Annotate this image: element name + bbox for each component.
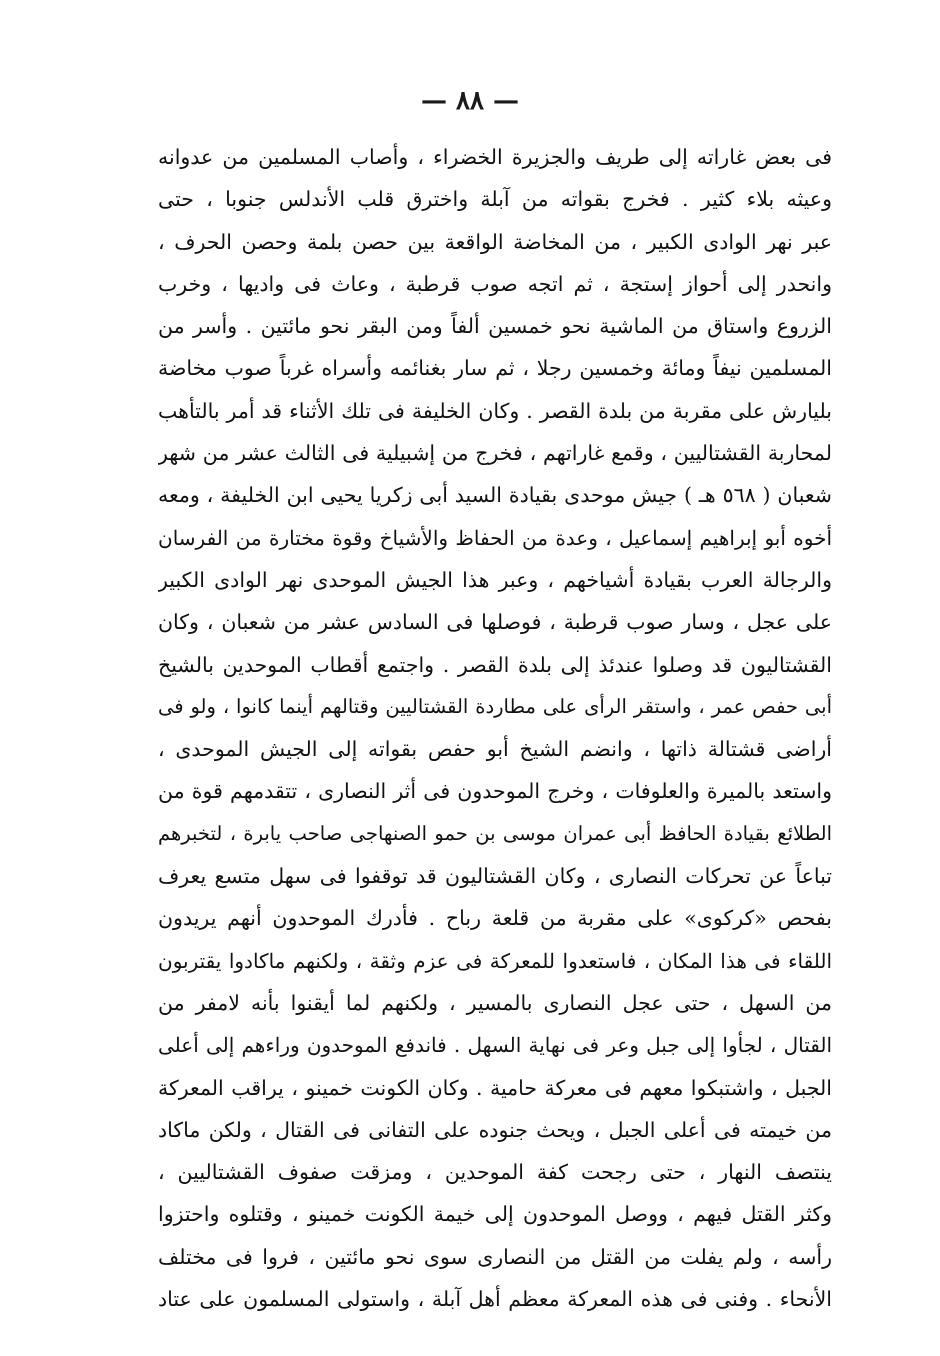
text-line: الطلائع بقيادة الحافظ أبى عمران موسى بن حمو الصنهاجى صاحب يابرة ، لتخبرهم [158,821,832,845]
text-line: فى بعض غاراته إلى طريف والجزيرة الخضراء ، وأصاب المسلمين من عدوانه [158,145,832,169]
text-line: ينتصف النهار ، حتى رجحت كفة الموحدين ، ومزقت صفوف القشتاليين ، [158,1160,832,1185]
text-line: القشتاليون قد وصلوا عندئذ إلى بلدة القصر . واجتمع أقطاب الموحدين بالشيخ [158,652,832,677]
text-line: بفحص «كركوى» على مقربة من قلعة رباح . فأدرك الموحدون أنهم يريدون [158,906,832,931]
text-line: الجبل ، واشتبكوا معهم فى معركة حامية . وكان الكونت خمينو ، يراقب المعركة [158,1075,832,1100]
text-line: عبر نهر الوادى الكبير ، من المخاضة الواقعة بين حصن بلمة وحصن الحرف ، [158,229,832,254]
page-text-body [158,136,832,1320]
text-line: الأنحاء . وفنى فى هذه المعركة معظم أهل آبلة ، واستولى المسلمون على عتاد [158,1287,832,1312]
text-line: والرجالة العرب بقيادة أشياخهم ، وعبر هذا الجيش الموحدى نهر الوادى الكبير [158,567,832,592]
text-line: اللقاء فى هذا المكان ، فاستعدوا للمعركة فى عزم وثقة ، ولكنهم ماكادوا يقتربون [158,948,832,973]
text-line: من خيمته فى أعلى الجبل ، ويحث جنوده على التفانى فى القتال ، ولكن ماكاد [158,1117,832,1142]
text-line: واستعد بالميرة والعلوفات ، وخرج الموحدون فى أثر النصارى ، تتقدمهم قوة من [158,779,832,804]
text-line: بليارش على مقربة من بلدة القصر . وكان الخليفة فى تلك الأثناء قد أمر بالتأهب [158,398,832,423]
text-line: القتال ، لجأوا إلى جبل وعر فى نهاية السهل . فاندفع الموحدون وراءهم إلى أعلى [158,1033,832,1058]
text-line: أبى حفص عمر ، واستقر الرأى على مطاردة القشتاليين وقتالهم أينما كانوا ، ولو فى [158,694,832,718]
text-line: وانحدر إلى أحواز إستجة ، ثم اتجه صوب قرطبة ، وعاث فى واديها ، وخرب [158,271,832,296]
text-line: تباعاً عن تحركات النصارى ، وكان القشتاليون قد توقفوا فى سهل متسع يعرف [158,864,832,889]
page-number: — ٨٨ — [420,86,520,116]
text-line: أراضى قشتالة ذاتها ، وانضم الشيخ أبو حفص بقواته إلى الجيش الموحدى ، [158,737,832,762]
text-line: شعبان ( ٥٦٨ هـ ) جيش موحدى بقيادة السيد أبى زكريا يحيى ابن الخليفة ، ومعه [158,483,832,508]
text-line: على عجل ، وسار صوب قرطبة ، فوصلها فى السادس عشر من شعبان ، وكان [158,610,832,635]
text-line: المسلمين نيفاً ومائة وخمسين رجلا ، ثم سار بغنائمه وأسراه غرباً صوب مخاضة [158,356,832,381]
text-line: أخوه أبو إبراهيم إسماعيل ، وعدة من الحفاظ والأشياخ وقوة مختارة من الفرسان [158,525,832,550]
text-line: لمحاربة القشتاليين ، وقمع غاراتهم ، فخرج من إشبيلية فى الثالث عشر من شهر [158,441,832,466]
text-line: من السهل ، حتى عجل النصارى بالمسير ، ولكنهم لما أيقنوا بأنه لامفر من [158,990,832,1015]
text-line: رأسه ، ولم يفلت من القتل من النصارى سوى نحو مائتين ، فروا فى مختلف [158,1244,832,1269]
text-line: وعيثه بلاء كثير . فخرج بقواته من آبلة واخترق قلب الأندلس جنوبا ، حتى [158,187,832,212]
text-line: الزروع واستاق من الماشية نحو خمسين ألفاً ومن البقر نحو مائتين . وأسر من [158,314,832,339]
text-line: وكثر القتل فيهم ، ووصل الموحدون إلى خيمة الكونت خمينو ، وقتلوه واحتزوا [158,1202,832,1227]
